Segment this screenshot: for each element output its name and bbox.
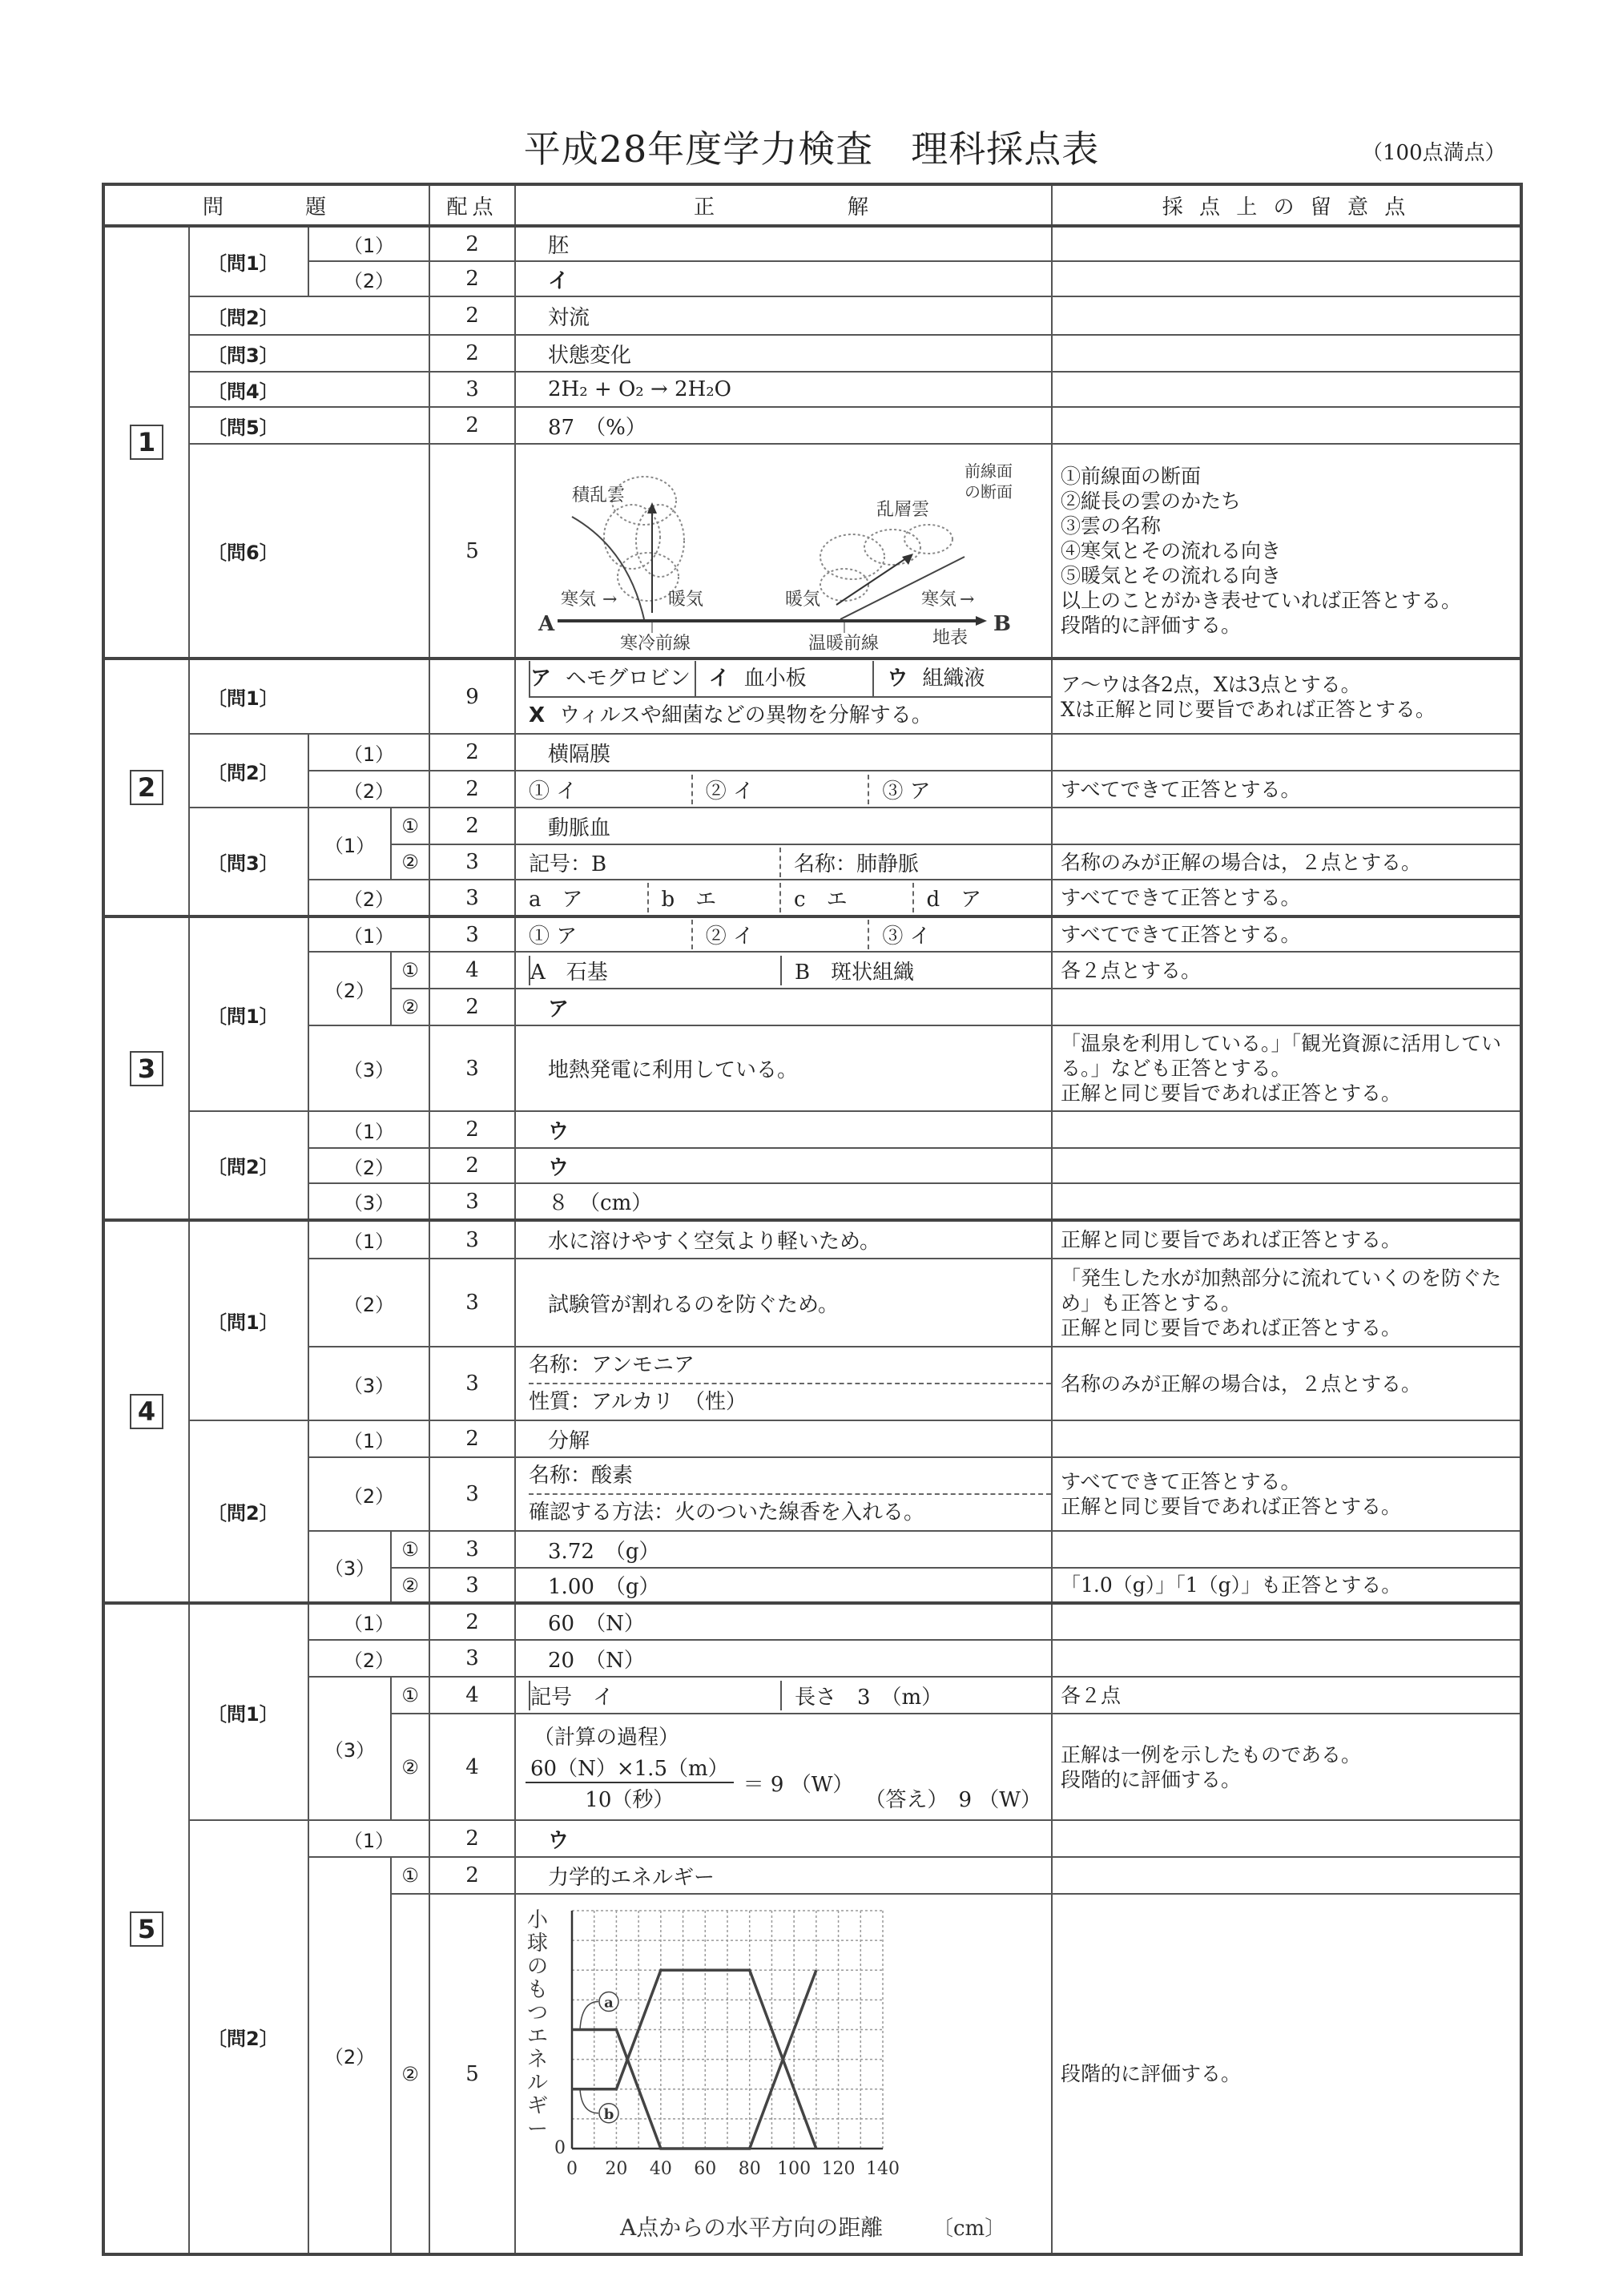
note-line: 以上のことがかき表せていれば正答とする。 bbox=[1061, 589, 1462, 612]
points: 2 bbox=[429, 1111, 515, 1148]
label-front-section: 前線面 bbox=[965, 461, 1013, 481]
item-label: ① bbox=[391, 808, 429, 844]
notes bbox=[1052, 335, 1521, 372]
table-row bbox=[103, 1820, 1521, 1857]
answer bbox=[515, 1457, 1052, 1531]
points: 2 bbox=[429, 296, 515, 335]
calc-answer: （答え） 9 （W） bbox=[864, 1788, 1042, 1812]
answer: ウ bbox=[515, 1148, 1052, 1183]
notes bbox=[1052, 1111, 1521, 1148]
question-label: 〔問4〕 bbox=[189, 372, 429, 407]
answer bbox=[515, 844, 1052, 880]
item-label: ② bbox=[391, 989, 429, 1025]
notes: 名称のみが正解の場合は，２点とする。 bbox=[1052, 1347, 1521, 1420]
points: 3 bbox=[429, 372, 515, 407]
label-front-section: の断面 bbox=[965, 482, 1013, 501]
item-label: ① bbox=[391, 1677, 429, 1714]
series-label-a: a bbox=[604, 1994, 614, 2012]
question-label: 〔問1〕 bbox=[189, 916, 308, 1111]
energy-graph-cell bbox=[515, 1894, 1052, 2254]
points: 2 bbox=[429, 261, 515, 296]
subquestion-label: （3） bbox=[308, 1531, 391, 1603]
note-line: ア～ウは各2点，Xは3点とする。 bbox=[1061, 672, 1361, 696]
answer: 分解 bbox=[515, 1420, 1052, 1457]
points: 3 bbox=[429, 1568, 515, 1603]
warm-air-arrow bbox=[836, 557, 908, 605]
notes: すべてできて正答とする。 bbox=[1052, 916, 1521, 952]
notes bbox=[1052, 659, 1521, 734]
notes bbox=[1052, 1420, 1521, 1457]
label-nimbostratus: 乱層雲 bbox=[876, 500, 930, 520]
answer-part: c エ bbox=[779, 883, 912, 912]
note-line: 「温泉を利用している。」「観光資源に活用している。」なども正答とする。 bbox=[1061, 1032, 1502, 1080]
points: 5 bbox=[429, 444, 515, 659]
subquestion-label: （2） bbox=[308, 1148, 429, 1183]
answer-key: X bbox=[529, 703, 546, 727]
answer-part: d ア bbox=[912, 883, 1045, 912]
calc-fraction bbox=[526, 1752, 734, 1813]
answer-part: a ア bbox=[529, 888, 583, 912]
points: 2 bbox=[429, 1857, 515, 1894]
answer: 試験管が割れるのを防ぐため。 bbox=[515, 1259, 1052, 1347]
section-number: 5 bbox=[103, 1603, 189, 2254]
notes bbox=[1052, 372, 1521, 407]
table-row bbox=[103, 407, 1521, 444]
answer: 水に溶けやすく空気より軽いため。 bbox=[515, 1220, 1052, 1259]
answer-part: 記号 イ bbox=[529, 1681, 780, 1710]
points: 3 bbox=[429, 1183, 515, 1220]
table-row bbox=[103, 1420, 1521, 1457]
table-row bbox=[103, 1025, 1521, 1111]
denominator: 10（秒） bbox=[585, 1788, 675, 1812]
item-label: ① bbox=[391, 1857, 429, 1894]
table-row bbox=[103, 444, 1521, 659]
answer-part: ② イ bbox=[691, 775, 868, 804]
points: 3 bbox=[429, 844, 515, 880]
series-leader-a bbox=[580, 2002, 598, 2030]
question-label: 〔問3〕 bbox=[189, 808, 308, 916]
numerator: 60（N）×1.5（m） bbox=[526, 1752, 734, 1783]
x-tick-label: 100 bbox=[777, 2159, 812, 2179]
answer-part: 性質：アルカリ （性） bbox=[529, 1383, 1051, 1420]
answer-part: 確認する方法：火のついた線香を入れる。 bbox=[529, 1493, 1051, 1530]
answer bbox=[515, 952, 1052, 989]
section-number: 1 bbox=[103, 226, 189, 659]
full-score: （100点満点） bbox=[1362, 141, 1506, 165]
label-ground: 地表 bbox=[932, 628, 969, 648]
subquestion-label: （2） bbox=[308, 1640, 429, 1677]
note-line: 「発生した水が加熱部分に流れていくのを防ぐため」も正答とする。 bbox=[1061, 1266, 1502, 1315]
answer: 力学的エネルギー bbox=[515, 1857, 1052, 1894]
question-label: 〔問1〕 bbox=[189, 1220, 308, 1420]
subquestion-label: （2） bbox=[308, 1457, 429, 1531]
notes bbox=[1052, 1259, 1521, 1347]
notes bbox=[1052, 444, 1521, 659]
answer-part: ② イ bbox=[691, 920, 868, 949]
table-row bbox=[103, 1259, 1521, 1347]
x-tick-label: 80 bbox=[738, 2159, 761, 2179]
answer-part: 名称：酸素 bbox=[529, 1464, 634, 1488]
subquestion-label: （1） bbox=[308, 1420, 429, 1457]
table-row bbox=[103, 1531, 1521, 1568]
subquestion-label: （2） bbox=[308, 1259, 429, 1347]
note-line: ④寒気とその流れる向き bbox=[1061, 539, 1282, 562]
note-line: 段階的に評価する。 bbox=[1061, 1767, 1242, 1791]
x-axis-label: A点からの水平方向の距離 bbox=[620, 2214, 884, 2241]
x-tick-label: 20 bbox=[605, 2159, 628, 2179]
answer-key: ア bbox=[530, 666, 552, 691]
notes bbox=[1052, 226, 1521, 261]
notes bbox=[1052, 989, 1521, 1025]
calc-result: ＝ 9 （W） bbox=[743, 1772, 854, 1797]
subquestion-label: （1） bbox=[308, 226, 429, 261]
table-row bbox=[103, 296, 1521, 335]
subquestion-label: （2） bbox=[308, 952, 391, 1025]
points: 3 bbox=[429, 1025, 515, 1111]
answer-part: B 斑状組織 bbox=[780, 956, 1045, 985]
label-cold-air: 寒気 bbox=[561, 590, 597, 610]
subquestion-label: （1） bbox=[308, 1820, 429, 1857]
scoring-table bbox=[102, 183, 1523, 2256]
notes bbox=[1052, 1025, 1521, 1111]
answer: 状態変化 bbox=[515, 335, 1052, 372]
notes bbox=[1052, 407, 1521, 444]
table-row bbox=[103, 916, 1521, 952]
answer-part: 名称：肺静脈 bbox=[779, 848, 1045, 877]
table-header bbox=[103, 184, 1521, 226]
answer-key: ウ bbox=[887, 666, 908, 691]
x-tick-label: 0 bbox=[566, 2159, 578, 2179]
table-row bbox=[103, 226, 1521, 261]
subquestion-label: （1） bbox=[308, 1603, 429, 1640]
notes bbox=[1052, 1531, 1521, 1568]
question-label: 〔問2〕 bbox=[189, 1111, 308, 1220]
table-row bbox=[103, 1148, 1521, 1183]
item-label: ① bbox=[391, 952, 429, 989]
section-number: 3 bbox=[103, 916, 189, 1220]
answer-value: ヘモグロビン bbox=[566, 666, 691, 691]
table-row bbox=[103, 659, 1521, 734]
x-tick-label: 60 bbox=[694, 2159, 717, 2179]
notes bbox=[1052, 1603, 1521, 1640]
answer: ア bbox=[515, 989, 1052, 1025]
notes: 正解と同じ要旨であれば正答とする。 bbox=[1052, 1220, 1521, 1259]
answer-key: イ bbox=[708, 666, 730, 691]
table-row bbox=[103, 335, 1521, 372]
subquestion-label: （2） bbox=[308, 261, 429, 296]
item-label: ② bbox=[391, 1894, 429, 2254]
answer bbox=[515, 771, 1052, 808]
answer-part: b エ bbox=[647, 883, 780, 912]
page-title: 平成28年度学力検査 理科採点表 bbox=[523, 127, 1100, 171]
notes: 各２点とする。 bbox=[1052, 952, 1521, 989]
question-label: 〔問2〕 bbox=[189, 1420, 308, 1603]
label-warm-air: 暖気 bbox=[668, 590, 704, 610]
answer: 3.72 （g） bbox=[515, 1531, 1052, 1568]
note-line: ①前線面の断面 bbox=[1061, 465, 1202, 488]
answer: イ bbox=[515, 261, 1052, 296]
answer-value: 血小板 bbox=[743, 666, 807, 691]
front-diagram-cell bbox=[515, 444, 1052, 659]
notes: 名称のみが正解の場合は，２点とする。 bbox=[1052, 844, 1521, 880]
points: 3 bbox=[429, 916, 515, 952]
points: 3 bbox=[429, 1259, 515, 1347]
points: 2 bbox=[429, 1148, 515, 1183]
points: 2 bbox=[429, 1820, 515, 1857]
table-row bbox=[103, 1111, 1521, 1148]
arrow-head-icon bbox=[647, 502, 657, 514]
notes: 「1.0（g）」「1（g）」も正答とする。 bbox=[1052, 1568, 1521, 1603]
answer bbox=[515, 916, 1052, 952]
notes bbox=[1052, 1820, 1521, 1857]
answer: 胚 bbox=[515, 226, 1052, 261]
points: 2 bbox=[429, 734, 515, 771]
points: 4 bbox=[429, 1714, 515, 1820]
label-point-b: B bbox=[993, 612, 1011, 636]
label-cumulonimbus: 積乱雲 bbox=[572, 485, 626, 506]
answer: ウ bbox=[515, 1111, 1052, 1148]
answer-part: 長さ 3 （m） bbox=[780, 1681, 1045, 1710]
subquestion-label: （1） bbox=[308, 1111, 429, 1148]
table-row bbox=[103, 372, 1521, 407]
header-question: 問 題 bbox=[103, 184, 429, 226]
notes: すべてできて正答とする。 bbox=[1052, 771, 1521, 808]
x-tick-label: 40 bbox=[649, 2159, 672, 2179]
answer-value: 組織液 bbox=[922, 666, 985, 691]
table-row bbox=[103, 1677, 1521, 1714]
item-label: ① bbox=[391, 1531, 429, 1568]
answer bbox=[515, 1677, 1052, 1714]
item-label: ② bbox=[391, 1714, 429, 1820]
y-zero-label: 0 bbox=[554, 2138, 566, 2158]
subquestion-label: （2） bbox=[308, 1857, 391, 2254]
question-label: 〔問2〕 bbox=[189, 296, 429, 335]
answer-part: 記号：B bbox=[529, 852, 607, 876]
warm-front-surface bbox=[840, 557, 965, 619]
cold-air-arrow-icon: → bbox=[960, 590, 975, 610]
subquestion-label: （3） bbox=[308, 1183, 429, 1220]
answer: 1.00 （g） bbox=[515, 1568, 1052, 1603]
table-row bbox=[103, 880, 1521, 916]
table-row bbox=[103, 1640, 1521, 1677]
subquestion-label: （1） bbox=[308, 808, 391, 880]
series-leader-b bbox=[580, 2089, 598, 2113]
subquestion-label: （2） bbox=[308, 771, 429, 808]
subquestion-label: （1） bbox=[308, 1220, 429, 1259]
note-line: ③雲の名称 bbox=[1061, 514, 1162, 538]
notes: 段階的に評価する。 bbox=[1052, 1894, 1521, 2254]
answer: 地熱発電に利用している。 bbox=[515, 1025, 1052, 1111]
answer: 動脈血 bbox=[515, 808, 1052, 844]
points: 3 bbox=[429, 1347, 515, 1420]
points: 2 bbox=[429, 335, 515, 372]
answer bbox=[515, 1347, 1052, 1420]
question-label: 〔問6〕 bbox=[189, 444, 429, 659]
table-row bbox=[103, 261, 1521, 296]
notes bbox=[1052, 808, 1521, 844]
calc-label: （計算の過程） bbox=[534, 1726, 680, 1750]
x-tick-label: 140 bbox=[866, 2159, 900, 2179]
answer-part: 名称：アンモニア bbox=[529, 1353, 695, 1377]
points: 5 bbox=[429, 1894, 515, 2254]
answer: 対流 bbox=[515, 296, 1052, 335]
header-answer: 正 解 bbox=[515, 184, 1052, 226]
answer-part: ③ ア bbox=[868, 775, 1045, 804]
answer-part: ① ア bbox=[529, 924, 578, 949]
series-label-b: b bbox=[603, 2105, 614, 2123]
note-line: ⑤暖気とその流れる向き bbox=[1061, 564, 1282, 587]
notes: 各２点 bbox=[1052, 1677, 1521, 1714]
notes: すべてできて正答とする。 bbox=[1052, 880, 1521, 916]
table-row bbox=[103, 1183, 1521, 1220]
points: 3 bbox=[429, 1220, 515, 1259]
answer-part: ① イ bbox=[529, 779, 578, 804]
note-line: Xは正解と同じ要旨であれば正答とする。 bbox=[1061, 697, 1436, 721]
notes bbox=[1052, 1857, 1521, 1894]
subquestion-label: （2） bbox=[308, 880, 429, 916]
points: 4 bbox=[429, 952, 515, 989]
arrow-head-icon bbox=[976, 616, 987, 626]
section-number: 4 bbox=[103, 1220, 189, 1603]
question-label: 〔問2〕 bbox=[189, 1820, 308, 2254]
points: 3 bbox=[429, 1531, 515, 1568]
answer: 60 （N） bbox=[515, 1603, 1052, 1640]
question-label: 〔問2〕 bbox=[189, 734, 308, 808]
table-row bbox=[103, 1347, 1521, 1420]
section-number: 2 bbox=[103, 659, 189, 916]
question-label: 〔問1〕 bbox=[189, 226, 308, 296]
answer: 20 （N） bbox=[515, 1640, 1052, 1677]
table-row bbox=[103, 1220, 1521, 1259]
notes bbox=[1052, 734, 1521, 771]
energy-graph bbox=[516, 1895, 1053, 2247]
header-notes: 採 点 上 の 留 意 点 bbox=[1052, 184, 1521, 226]
table-row bbox=[103, 1603, 1521, 1640]
label-cold-front: 寒冷前線 bbox=[620, 634, 691, 651]
points: 2 bbox=[429, 808, 515, 844]
table-row bbox=[103, 734, 1521, 771]
points: 2 bbox=[429, 771, 515, 808]
calc-row bbox=[526, 1752, 1041, 1813]
subquestion-label: （3） bbox=[308, 1677, 391, 1820]
header-points: 配点 bbox=[429, 184, 515, 226]
x-tick-label: 120 bbox=[821, 2159, 856, 2179]
points: 2 bbox=[429, 226, 515, 261]
answer: ウ bbox=[515, 1820, 1052, 1857]
label-cold-air: 寒気 bbox=[921, 590, 957, 610]
subquestion-label: （1） bbox=[308, 916, 429, 952]
subquestion-label: （3） bbox=[308, 1347, 429, 1420]
item-label: ② bbox=[391, 844, 429, 880]
subquestion-label: （1） bbox=[308, 734, 429, 771]
question-label: 〔問5〕 bbox=[189, 407, 429, 444]
label-warm-air: 暖気 bbox=[785, 590, 821, 610]
answer: 横隔膜 bbox=[515, 734, 1052, 771]
points: 3 bbox=[429, 1457, 515, 1531]
question-label: 〔問1〕 bbox=[189, 659, 429, 734]
answer: ８ （cm） bbox=[515, 1183, 1052, 1220]
table-row bbox=[103, 771, 1521, 808]
table-row bbox=[103, 808, 1521, 844]
item-label: ② bbox=[391, 1568, 429, 1603]
note-line: 段階的に評価する。 bbox=[1061, 614, 1242, 637]
answer-value: ウィルスや細菌などの異物を分解する。 bbox=[559, 703, 932, 727]
answer-part: ③ イ bbox=[868, 920, 1045, 949]
cold-air-arrow-icon: → bbox=[602, 590, 618, 610]
question-label: 〔問3〕 bbox=[189, 335, 429, 372]
weather-front-diagram bbox=[516, 445, 1053, 651]
notes bbox=[1052, 1183, 1521, 1220]
notes bbox=[1052, 1457, 1521, 1531]
note-line: 正解と同じ要旨であれば正答とする。 bbox=[1061, 1315, 1402, 1339]
points: 2 bbox=[429, 1420, 515, 1457]
answer bbox=[515, 659, 1052, 734]
notes bbox=[1052, 1640, 1521, 1677]
points: 3 bbox=[429, 1640, 515, 1677]
points: 9 bbox=[429, 659, 515, 734]
question-label: 〔問1〕 bbox=[189, 1603, 308, 1820]
table-row bbox=[103, 1457, 1521, 1531]
table-row bbox=[103, 1857, 1521, 1894]
label-warm-front: 温暖前線 bbox=[808, 634, 880, 651]
notes bbox=[1052, 261, 1521, 296]
note-line: 正解は一例を示したものである。 bbox=[1061, 1742, 1362, 1766]
note-line: 正解と同じ要旨であれば正答とする。 bbox=[1061, 1495, 1402, 1518]
calculation bbox=[515, 1714, 1052, 1820]
points: 2 bbox=[429, 989, 515, 1025]
answer-part: A 石基 bbox=[529, 956, 780, 985]
notes bbox=[1052, 1148, 1521, 1183]
points: 4 bbox=[429, 1677, 515, 1714]
answer: 87 （%） bbox=[515, 407, 1052, 444]
x-axis-unit: 〔cm〕 bbox=[932, 2217, 1006, 2241]
table-row bbox=[103, 952, 1521, 989]
notes bbox=[1052, 296, 1521, 335]
y-axis-label: 小球のもつエネルギー bbox=[527, 1908, 549, 2141]
label-point-a: A bbox=[538, 612, 555, 636]
answer bbox=[515, 880, 1052, 916]
points: 2 bbox=[429, 1603, 515, 1640]
notes bbox=[1052, 1714, 1521, 1820]
note-line: 正解と同じ要旨であれば正答とする。 bbox=[1061, 1082, 1402, 1105]
note-line: すべてできて正答とする。 bbox=[1061, 1470, 1301, 1493]
note-line: ②縦長の雲のかたち bbox=[1061, 489, 1242, 513]
points: 3 bbox=[429, 880, 515, 916]
points: 2 bbox=[429, 407, 515, 444]
answer: 2H₂ + O₂ → 2H₂O bbox=[515, 372, 1052, 407]
subquestion-label: （3） bbox=[308, 1025, 429, 1111]
